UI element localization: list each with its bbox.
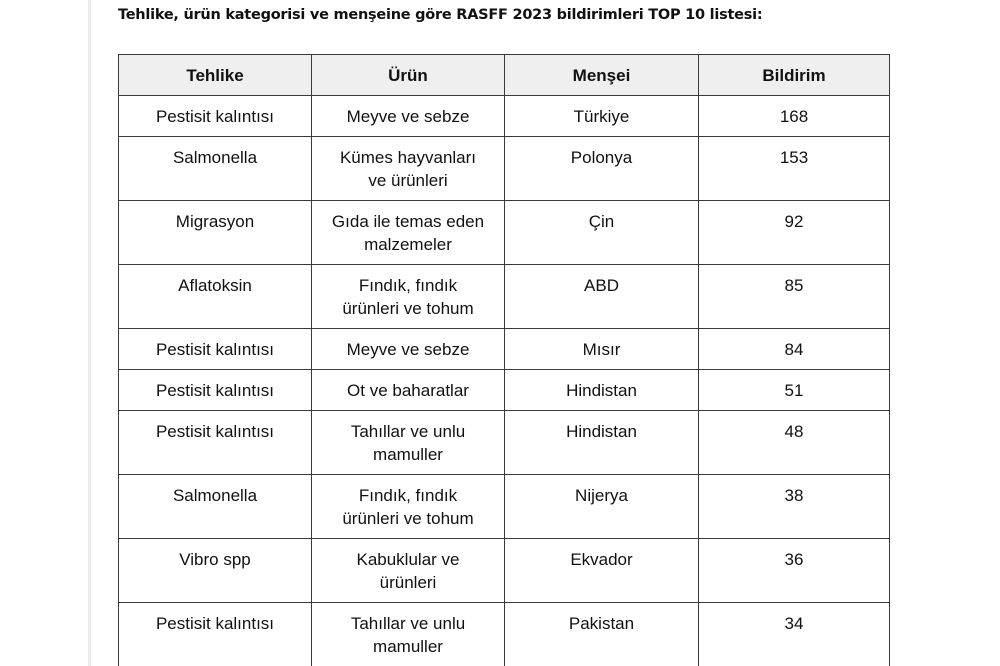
cell-mensei-text: Türkiye (573, 107, 630, 126)
cell-bildirim (699, 603, 890, 666)
table-row (119, 329, 890, 370)
cell-tehlike (119, 137, 312, 201)
cell-tehlike-text: Migrasyon (175, 212, 255, 231)
cell-mensei (505, 329, 699, 370)
cell-bildirim (699, 329, 890, 370)
cell-tehlike (119, 370, 312, 411)
cell-urun (312, 370, 505, 411)
cell-tehlike (119, 475, 312, 539)
cell-bildirim (699, 475, 890, 539)
cell-tehlike-text: Pestisit kalıntısı (155, 614, 275, 633)
cell-bildirim-text: 85 (784, 276, 804, 295)
cell-tehlike-text: Pestisit kalıntısı (155, 381, 275, 400)
cell-urun-text: Kabuklular ve ürünleri (356, 550, 460, 592)
cell-urun-text: Meyve ve sebze (346, 107, 470, 126)
cell-tehlike-text: Aflatoksin (178, 276, 252, 295)
cell-urun-text: Meyve ve sebze (346, 340, 470, 359)
cell-mensei-text: Mısır (582, 340, 621, 359)
cell-mensei-text: Ekvador (570, 550, 633, 569)
cell-bildirim-text: 92 (784, 212, 804, 231)
cell-mensei (505, 201, 699, 265)
cell-mensei (505, 370, 699, 411)
cell-tehlike-text: Pestisit kalıntısı (155, 340, 275, 359)
cell-mensei-text: Pakistan (568, 614, 635, 633)
cell-tehlike-text: Pestisit kalıntısı (155, 107, 275, 126)
cell-mensei (505, 137, 699, 201)
header-bildirim: Bildirim (699, 55, 890, 96)
cell-urun-text: Fındık, fındık ürünleri ve tohum (342, 486, 474, 528)
cell-urun-text: Tahıllar ve unlu mamuller (350, 614, 466, 656)
cell-bildirim (699, 137, 890, 201)
rasff-top10-table (118, 54, 890, 666)
cell-bildirim-text: 153 (779, 148, 809, 167)
header-tehlike: Tehlike (119, 55, 312, 96)
left-margin-rule (88, 0, 91, 666)
cell-tehlike-text: Salmonella (172, 486, 258, 505)
cell-mensei (505, 96, 699, 137)
cell-bildirim (699, 96, 890, 137)
table-row (119, 370, 890, 411)
cell-mensei (505, 603, 699, 666)
table-caption: Tehlike, ürün kategorisi ve menşeine göre RASFF 2023 bildirimleri TOP 10 listesi: (118, 7, 763, 23)
cell-bildirim-text: 84 (784, 340, 804, 359)
cell-urun (312, 329, 505, 370)
cell-bildirim (699, 411, 890, 475)
cell-mensei-text: Hindistan (566, 381, 637, 400)
table-row (119, 201, 890, 265)
cell-urun-text: Gıda ile temas eden malzemeler (331, 212, 485, 254)
cell-urun (312, 265, 505, 329)
cell-mensei (505, 475, 699, 539)
cell-tehlike (119, 603, 312, 666)
cell-urun-text: Tahıllar ve unlu mamuller (350, 422, 466, 464)
cell-mensei-text: Nijerya (575, 486, 628, 505)
cell-bildirim-text: 168 (779, 107, 809, 126)
cell-mensei (505, 265, 699, 329)
cell-urun-text: Ot ve baharatlar (347, 381, 469, 400)
table-row (119, 539, 890, 603)
cell-urun (312, 201, 505, 265)
cell-urun-text: Fındık, fındık ürünleri ve tohum (342, 276, 474, 318)
cell-bildirim-text: 34 (784, 614, 804, 633)
cell-bildirim-text: 51 (784, 381, 804, 400)
cell-tehlike (119, 539, 312, 603)
cell-urun (312, 411, 505, 475)
cell-tehlike (119, 96, 312, 137)
cell-bildirim-text: 48 (784, 422, 804, 441)
cell-bildirim (699, 201, 890, 265)
cell-bildirim (699, 370, 890, 411)
cell-tehlike (119, 201, 312, 265)
table-row (119, 96, 890, 137)
cell-urun-text: Kümes hayvanları ve ürünleri (339, 148, 477, 190)
table-row (119, 265, 890, 329)
header-mensei: Menşei (505, 55, 699, 96)
table-header-row (119, 55, 890, 96)
cell-bildirim-text: 38 (784, 486, 804, 505)
table-row (119, 411, 890, 475)
cell-tehlike-text: Vibro spp (179, 550, 251, 569)
cell-tehlike (119, 265, 312, 329)
cell-mensei-text: Hindistan (566, 422, 637, 441)
cell-urun (312, 96, 505, 137)
cell-tehlike-text: Pestisit kalıntısı (155, 422, 275, 441)
cell-bildirim (699, 539, 890, 603)
cell-bildirim (699, 265, 890, 329)
cell-tehlike (119, 411, 312, 475)
table-row (119, 603, 890, 666)
cell-tehlike (119, 329, 312, 370)
header-urun: Ürün (312, 55, 505, 96)
cell-tehlike-text: Salmonella (172, 148, 258, 167)
cell-urun (312, 137, 505, 201)
cell-mensei (505, 539, 699, 603)
cell-mensei-text: Çin (588, 212, 615, 231)
cell-urun (312, 475, 505, 539)
cell-mensei-text: ABD (584, 276, 619, 295)
cell-mensei (505, 411, 699, 475)
cell-mensei-text: Polonya (570, 148, 633, 167)
table-row (119, 137, 890, 201)
cell-bildirim-text: 36 (784, 550, 804, 569)
cell-urun (312, 603, 505, 666)
cell-urun (312, 539, 505, 603)
table-row (119, 475, 890, 539)
